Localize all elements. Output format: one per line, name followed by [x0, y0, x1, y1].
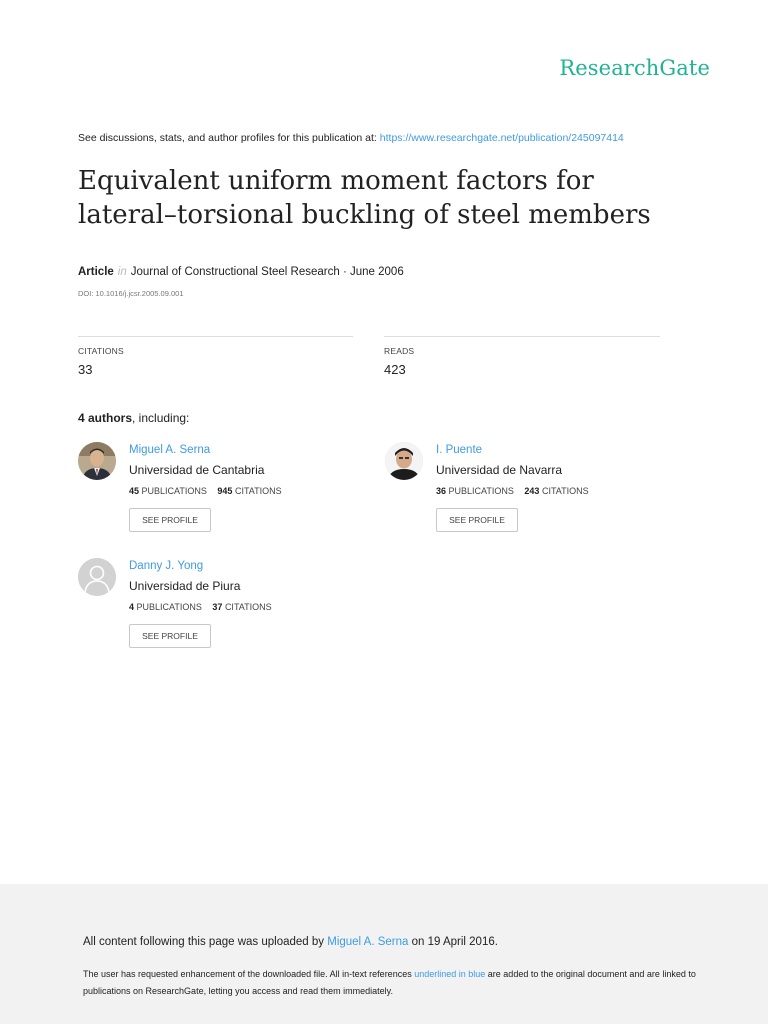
- author-name-link[interactable]: Miguel A. Serna: [129, 444, 211, 456]
- enhancement-note: [83, 966, 703, 1000]
- reads-label: READS: [384, 346, 415, 356]
- author-publications-count: 36: [436, 486, 447, 496]
- publication-meta: [78, 266, 404, 278]
- author-institution: Universidad de Piura: [129, 579, 241, 593]
- divider-reads: [384, 336, 660, 337]
- uploader-link[interactable]: Miguel A. Serna: [327, 936, 409, 948]
- author-publications-count: 4: [129, 602, 135, 612]
- author-name-link[interactable]: Danny J. Yong: [129, 560, 204, 572]
- authors-heading: [78, 411, 189, 425]
- author-stats: [129, 486, 282, 496]
- citations-label: CITATIONS: [78, 346, 124, 356]
- uploaded-by-line: [83, 936, 498, 948]
- divider-citations: [78, 336, 353, 337]
- publication-type: Article: [78, 266, 114, 278]
- note-suffix: are added to the original document and are linked to publications on ResearchGate, letting you access and read them immediately.: [83, 969, 696, 996]
- author-card: [78, 442, 378, 562]
- journal-name[interactable]: Journal of Constructional Steel Research · June 2006: [130, 266, 404, 278]
- underlined-in-blue-text: underlined in blue: [414, 969, 486, 979]
- person-photo-icon[interactable]: [78, 442, 116, 480]
- citations-value: 33: [78, 362, 93, 377]
- publications-label: PUBLICATIONS: [136, 602, 202, 612]
- authors-count: 4 authors: [78, 411, 133, 425]
- author-institution: Universidad de Navarra: [436, 463, 563, 477]
- title-line-1: Equivalent uniform moment factors for: [78, 166, 594, 196]
- authors-suffix: , including:: [132, 411, 190, 425]
- default-avatar-icon[interactable]: [78, 558, 116, 596]
- person-photo-icon[interactable]: [385, 442, 423, 480]
- publications-label: PUBLICATIONS: [448, 486, 514, 496]
- publications-label: PUBLICATIONS: [141, 486, 207, 496]
- see-profile-button[interactable]: SEE PROFILE: [129, 508, 211, 532]
- author-publications-count: 45: [129, 486, 140, 496]
- publication-title: [78, 164, 698, 232]
- upload-footer: [0, 884, 768, 1024]
- author-citations-count: 37: [212, 602, 223, 612]
- uploaded-suffix: on 19 April 2016.: [411, 936, 498, 948]
- author-stats: [436, 486, 589, 496]
- doi-text: DOI: 10.1016/j.jcsr.2005.09.001: [78, 289, 184, 298]
- citations-label: CITATIONS: [224, 602, 272, 612]
- author-institution: Universidad de Cantabria: [129, 463, 265, 477]
- author-stats: [129, 602, 272, 612]
- see-profile-button[interactable]: SEE PROFILE: [129, 624, 211, 648]
- note-prefix: The user has requested enhancement of the downloaded file. All in-text references: [83, 969, 412, 979]
- title-line-2: lateral–torsional buckling of steel members: [78, 200, 651, 230]
- author-citations-count: 243: [524, 486, 540, 496]
- see-profile-button[interactable]: SEE PROFILE: [436, 508, 518, 532]
- author-name-link[interactable]: I. Puente: [436, 444, 483, 456]
- in-word: in: [117, 266, 127, 278]
- uploaded-prefix: All content following this page was uploaded by: [83, 936, 325, 948]
- author-card: [385, 442, 685, 562]
- author-card: [78, 558, 378, 678]
- citations-label: CITATIONS: [541, 486, 589, 496]
- author-citations-count: 945: [217, 486, 233, 496]
- discussion-text: See discussions, stats, and author profiles for this publication at:: [78, 132, 377, 144]
- reads-value: 423: [384, 362, 406, 377]
- publication-url-link[interactable]: https://www.researchgate.net/publication/245097414: [379, 132, 624, 144]
- researchgate-logo[interactable]: ResearchGate: [559, 56, 710, 80]
- discussion-line: [78, 132, 624, 144]
- citations-label: CITATIONS: [234, 486, 282, 496]
